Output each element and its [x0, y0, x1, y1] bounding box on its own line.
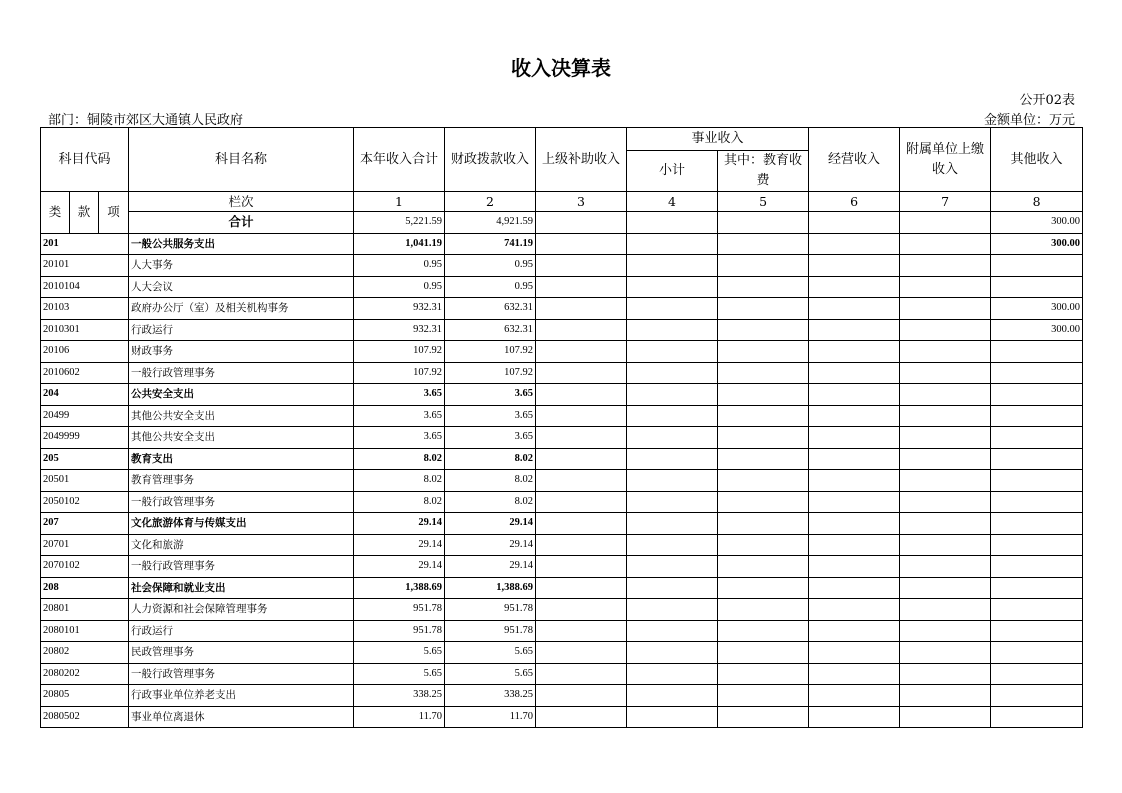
other-income-cell	[991, 276, 1083, 298]
other-income-cell	[991, 491, 1083, 513]
operating-income-cell	[809, 427, 900, 449]
subject-code-cell: 20501	[41, 470, 129, 492]
operating-income-cell	[809, 491, 900, 513]
subject-name-cell: 人力资源和社会保障管理事务	[129, 599, 354, 621]
affiliated-income-cell	[900, 470, 991, 492]
subject-name-cell: 其他公共安全支出	[129, 427, 354, 449]
operating-income-cell	[809, 341, 900, 363]
affiliated-income-cell	[900, 706, 991, 728]
subject-name-cell: 人大事务	[129, 255, 354, 277]
other-income-cell: 300.00	[991, 319, 1083, 341]
business-subtotal-cell	[627, 663, 718, 685]
other-income-cell	[991, 405, 1083, 427]
subject-name-cell: 一般行政管理事务	[129, 663, 354, 685]
subject-code-cell: 2070102	[41, 556, 129, 578]
fiscal-allocation-cell: 951.78	[445, 620, 536, 642]
total-income-cell: 932.31	[354, 298, 445, 320]
subject-name-cell: 一般公共服务支出	[129, 233, 354, 255]
business-subtotal-cell	[627, 685, 718, 707]
subject-name-cell: 教育管理事务	[129, 470, 354, 492]
business-subtotal-cell	[627, 298, 718, 320]
total-affiliated-value	[900, 212, 991, 234]
table-row	[41, 534, 1083, 556]
header-operating-income: 经营收入	[809, 128, 900, 192]
business-subtotal-cell	[627, 384, 718, 406]
operating-income-cell	[809, 384, 900, 406]
affiliated-income-cell	[900, 341, 991, 363]
superior-subsidy-cell	[536, 599, 627, 621]
subject-name-cell: 一般行政管理事务	[129, 491, 354, 513]
edu-fee-cell	[718, 577, 809, 599]
edu-fee-cell	[718, 233, 809, 255]
department-label: 部门：铜陵市郊区大通镇人民政府	[48, 113, 244, 128]
affiliated-income-cell	[900, 298, 991, 320]
total-income-cell: 107.92	[354, 362, 445, 384]
total-income-cell: 3.65	[354, 427, 445, 449]
superior-subsidy-cell	[536, 319, 627, 341]
edu-fee-cell	[718, 556, 809, 578]
subject-code-cell: 20802	[41, 642, 129, 664]
operating-income-cell	[809, 255, 900, 277]
other-income-cell	[991, 556, 1083, 578]
operating-income-cell	[809, 534, 900, 556]
col-number: 5	[718, 192, 809, 212]
edu-fee-cell	[718, 534, 809, 556]
affiliated-income-cell	[900, 663, 991, 685]
subject-code-cell: 2010301	[41, 319, 129, 341]
other-income-cell	[991, 599, 1083, 621]
subject-code-cell: 207	[41, 513, 129, 535]
other-income-cell	[991, 513, 1083, 535]
table-row	[41, 706, 1083, 728]
total-superior-value	[536, 212, 627, 234]
header-column-index: 栏次	[129, 192, 354, 212]
edu-fee-cell	[718, 685, 809, 707]
col-number: 4	[627, 192, 718, 212]
subject-name-cell: 社会保障和就业支出	[129, 577, 354, 599]
operating-income-cell	[809, 577, 900, 599]
edu-fee-cell	[718, 384, 809, 406]
table-row	[41, 384, 1083, 406]
operating-income-cell	[809, 513, 900, 535]
fiscal-allocation-cell: 8.02	[445, 491, 536, 513]
table-row	[41, 341, 1083, 363]
header-section: 款	[70, 192, 99, 234]
edu-fee-cell	[718, 620, 809, 642]
superior-subsidy-cell	[536, 706, 627, 728]
superior-subsidy-cell	[536, 448, 627, 470]
subject-code-cell: 20499	[41, 405, 129, 427]
affiliated-income-cell	[900, 427, 991, 449]
total-row	[41, 212, 1083, 234]
business-subtotal-cell	[627, 620, 718, 642]
total-edu-fee-value	[718, 212, 809, 234]
total-income-cell: 107.92	[354, 341, 445, 363]
affiliated-income-cell	[900, 620, 991, 642]
total-income-cell: 0.95	[354, 255, 445, 277]
business-subtotal-cell	[627, 556, 718, 578]
subject-name-cell: 政府办公厅（室）及相关机构事务	[129, 298, 354, 320]
total-operating-value	[809, 212, 900, 234]
table-row	[41, 599, 1083, 621]
subject-code-cell: 201	[41, 233, 129, 255]
edu-fee-cell	[718, 470, 809, 492]
fiscal-allocation-cell: 5.65	[445, 663, 536, 685]
business-subtotal-cell	[627, 448, 718, 470]
superior-subsidy-cell	[536, 384, 627, 406]
edu-fee-cell	[718, 298, 809, 320]
affiliated-income-cell	[900, 319, 991, 341]
operating-income-cell	[809, 663, 900, 685]
business-subtotal-cell	[627, 233, 718, 255]
total-label: 合计	[129, 212, 354, 234]
total-income-cell: 0.95	[354, 276, 445, 298]
subject-name-cell: 民政管理事务	[129, 642, 354, 664]
report-title: 收入决算表	[511, 56, 611, 80]
affiliated-income-cell	[900, 362, 991, 384]
fiscal-allocation-cell: 338.25	[445, 685, 536, 707]
edu-fee-cell	[718, 405, 809, 427]
other-income-cell	[991, 448, 1083, 470]
header-edu-fee: 其中：教育收费	[718, 151, 809, 192]
table-row	[41, 577, 1083, 599]
business-subtotal-cell	[627, 642, 718, 664]
edu-fee-cell	[718, 599, 809, 621]
header-business-income: 事业收入	[627, 128, 809, 151]
edu-fee-cell	[718, 341, 809, 363]
fiscal-allocation-cell: 8.02	[445, 448, 536, 470]
subject-code-cell: 2080101	[41, 620, 129, 642]
affiliated-income-cell	[900, 556, 991, 578]
table-row	[41, 685, 1083, 707]
total-income-cell: 1,388.69	[354, 577, 445, 599]
superior-subsidy-cell	[536, 405, 627, 427]
table-row	[41, 362, 1083, 384]
fiscal-allocation-cell: 107.92	[445, 362, 536, 384]
subject-code-cell: 20805	[41, 685, 129, 707]
subject-name-cell: 公共安全支出	[129, 384, 354, 406]
superior-subsidy-cell	[536, 491, 627, 513]
operating-income-cell	[809, 405, 900, 427]
total-income-cell: 8.02	[354, 491, 445, 513]
business-subtotal-cell	[627, 427, 718, 449]
total-income-cell: 29.14	[354, 556, 445, 578]
business-subtotal-cell	[627, 255, 718, 277]
other-income-cell: 300.00	[991, 298, 1083, 320]
subject-name-cell: 事业单位离退休	[129, 706, 354, 728]
affiliated-income-cell	[900, 599, 991, 621]
business-subtotal-cell	[627, 706, 718, 728]
total-income-cell: 8.02	[354, 470, 445, 492]
fiscal-allocation-cell: 741.19	[445, 233, 536, 255]
business-subtotal-cell	[627, 470, 718, 492]
other-income-cell	[991, 685, 1083, 707]
affiliated-income-cell	[900, 233, 991, 255]
col-number: 3	[536, 192, 627, 212]
business-subtotal-cell	[627, 405, 718, 427]
total-other-value: 300.00	[991, 212, 1083, 234]
col-number: 2	[445, 192, 536, 212]
total-income-cell: 3.65	[354, 384, 445, 406]
fiscal-allocation-cell: 3.65	[445, 384, 536, 406]
business-subtotal-cell	[627, 362, 718, 384]
edu-fee-cell	[718, 513, 809, 535]
edu-fee-cell	[718, 491, 809, 513]
total-income-cell: 338.25	[354, 685, 445, 707]
fiscal-allocation-cell: 29.14	[445, 513, 536, 535]
other-income-cell	[991, 362, 1083, 384]
operating-income-cell	[809, 276, 900, 298]
other-income-cell	[991, 534, 1083, 556]
table-row	[41, 513, 1083, 535]
total-income-cell: 932.31	[354, 319, 445, 341]
operating-income-cell	[809, 298, 900, 320]
affiliated-income-cell	[900, 255, 991, 277]
total-subtotal-value	[627, 212, 718, 234]
fiscal-allocation-cell: 29.14	[445, 534, 536, 556]
subject-code-cell: 20103	[41, 298, 129, 320]
table-row	[41, 642, 1083, 664]
affiliated-income-cell	[900, 405, 991, 427]
superior-subsidy-cell	[536, 427, 627, 449]
subject-name-cell: 行政运行	[129, 319, 354, 341]
total-income-cell: 11.70	[354, 706, 445, 728]
table-row	[41, 448, 1083, 470]
header-subject-code: 科目代码	[41, 128, 129, 192]
business-subtotal-cell	[627, 513, 718, 535]
subject-name-cell: 教育支出	[129, 448, 354, 470]
col-number: 6	[809, 192, 900, 212]
superior-subsidy-cell	[536, 642, 627, 664]
affiliated-income-cell	[900, 577, 991, 599]
header-subtotal: 小计	[627, 151, 718, 192]
subject-code-cell: 20801	[41, 599, 129, 621]
fiscal-allocation-cell: 632.31	[445, 298, 536, 320]
other-income-cell	[991, 642, 1083, 664]
operating-income-cell	[809, 556, 900, 578]
table-row	[41, 405, 1083, 427]
affiliated-income-cell	[900, 513, 991, 535]
superior-subsidy-cell	[536, 276, 627, 298]
other-income-cell	[991, 663, 1083, 685]
total-income-cell: 5.65	[354, 642, 445, 664]
subject-code-cell: 20106	[41, 341, 129, 363]
total-income-cell: 5.65	[354, 663, 445, 685]
superior-subsidy-cell	[536, 341, 627, 363]
fiscal-allocation-cell: 632.31	[445, 319, 536, 341]
operating-income-cell	[809, 706, 900, 728]
subject-code-cell: 2010602	[41, 362, 129, 384]
operating-income-cell	[809, 599, 900, 621]
total-income-value: 5,221.59	[354, 212, 445, 234]
fiscal-allocation-cell: 3.65	[445, 427, 536, 449]
header-other-income: 其他收入	[991, 128, 1083, 192]
edu-fee-cell	[718, 427, 809, 449]
other-income-cell	[991, 384, 1083, 406]
superior-subsidy-cell	[536, 620, 627, 642]
amount-unit-label: 金额单位：万元	[983, 113, 1075, 128]
table-row	[41, 491, 1083, 513]
other-income-cell	[991, 470, 1083, 492]
header-affiliated-income: 附属单位上缴收入	[900, 128, 991, 192]
edu-fee-cell	[718, 362, 809, 384]
edu-fee-cell	[718, 706, 809, 728]
table-row	[41, 556, 1083, 578]
col-number: 7	[900, 192, 991, 212]
fiscal-allocation-cell: 951.78	[445, 599, 536, 621]
business-subtotal-cell	[627, 577, 718, 599]
subject-code-cell: 20701	[41, 534, 129, 556]
header-superior-subsidy: 上级补助收入	[536, 128, 627, 192]
business-subtotal-cell	[627, 599, 718, 621]
operating-income-cell	[809, 470, 900, 492]
other-income-cell	[991, 255, 1083, 277]
table-row	[41, 470, 1083, 492]
superior-subsidy-cell	[536, 298, 627, 320]
operating-income-cell	[809, 319, 900, 341]
subject-name-cell: 一般行政管理事务	[129, 362, 354, 384]
fiscal-allocation-cell: 1,388.69	[445, 577, 536, 599]
income-statement-table	[40, 127, 1083, 728]
affiliated-income-cell	[900, 642, 991, 664]
total-income-cell: 29.14	[354, 513, 445, 535]
header-subject-name: 科目名称	[129, 128, 354, 192]
table-row	[41, 319, 1083, 341]
subject-code-cell: 208	[41, 577, 129, 599]
fiscal-allocation-cell: 107.92	[445, 341, 536, 363]
subject-code-cell: 2050102	[41, 491, 129, 513]
business-subtotal-cell	[627, 491, 718, 513]
business-subtotal-cell	[627, 534, 718, 556]
header-fiscal-allocation: 财政拨款收入	[445, 128, 536, 192]
operating-income-cell	[809, 233, 900, 255]
total-income-cell: 951.78	[354, 599, 445, 621]
header-item: 项	[99, 192, 129, 234]
subject-name-cell: 财政事务	[129, 341, 354, 363]
subject-name-cell: 文化旅游体育与传媒支出	[129, 513, 354, 535]
total-fiscal-value: 4,921.59	[445, 212, 536, 234]
superior-subsidy-cell	[536, 470, 627, 492]
total-income-cell: 8.02	[354, 448, 445, 470]
superior-subsidy-cell	[536, 663, 627, 685]
total-income-cell: 951.78	[354, 620, 445, 642]
other-income-cell: 300.00	[991, 233, 1083, 255]
edu-fee-cell	[718, 642, 809, 664]
subject-name-cell: 行政事业单位养老支出	[129, 685, 354, 707]
superior-subsidy-cell	[536, 556, 627, 578]
subject-name-cell: 行政运行	[129, 620, 354, 642]
other-income-cell	[991, 341, 1083, 363]
edu-fee-cell	[718, 448, 809, 470]
edu-fee-cell	[718, 319, 809, 341]
edu-fee-cell	[718, 255, 809, 277]
subject-code-cell: 205	[41, 448, 129, 470]
superior-subsidy-cell	[536, 685, 627, 707]
table-row	[41, 298, 1083, 320]
affiliated-income-cell	[900, 448, 991, 470]
table-row	[41, 663, 1083, 685]
col-number: 8	[991, 192, 1083, 212]
operating-income-cell	[809, 620, 900, 642]
other-income-cell	[991, 577, 1083, 599]
header-total-income: 本年收入合计	[354, 128, 445, 192]
edu-fee-cell	[718, 276, 809, 298]
affiliated-income-cell	[900, 276, 991, 298]
superior-subsidy-cell	[536, 255, 627, 277]
superior-subsidy-cell	[536, 362, 627, 384]
superior-subsidy-cell	[536, 534, 627, 556]
operating-income-cell	[809, 448, 900, 470]
other-income-cell	[991, 706, 1083, 728]
subject-code-cell: 20101	[41, 255, 129, 277]
other-income-cell	[991, 427, 1083, 449]
edu-fee-cell	[718, 663, 809, 685]
business-subtotal-cell	[627, 276, 718, 298]
fiscal-allocation-cell: 0.95	[445, 255, 536, 277]
subject-code-cell: 2080502	[41, 706, 129, 728]
form-number: 公开02表	[1019, 93, 1075, 108]
total-income-cell: 3.65	[354, 405, 445, 427]
subject-code-cell: 2010104	[41, 276, 129, 298]
fiscal-allocation-cell: 0.95	[445, 276, 536, 298]
fiscal-allocation-cell: 5.65	[445, 642, 536, 664]
total-income-cell: 1,041.19	[354, 233, 445, 255]
subject-name-cell: 人大会议	[129, 276, 354, 298]
superior-subsidy-cell	[536, 233, 627, 255]
subject-code-cell: 2049999	[41, 427, 129, 449]
table-row	[41, 233, 1083, 255]
operating-income-cell	[809, 685, 900, 707]
superior-subsidy-cell	[536, 577, 627, 599]
other-income-cell	[991, 620, 1083, 642]
operating-income-cell	[809, 362, 900, 384]
affiliated-income-cell	[900, 491, 991, 513]
table-row	[41, 427, 1083, 449]
subject-code-cell: 2080202	[41, 663, 129, 685]
subject-name-cell: 一般行政管理事务	[129, 556, 354, 578]
header-class: 类	[41, 192, 70, 234]
fiscal-allocation-cell: 29.14	[445, 556, 536, 578]
affiliated-income-cell	[900, 534, 991, 556]
table-row	[41, 620, 1083, 642]
fiscal-allocation-cell: 8.02	[445, 470, 536, 492]
affiliated-income-cell	[900, 685, 991, 707]
business-subtotal-cell	[627, 319, 718, 341]
total-income-cell: 29.14	[354, 534, 445, 556]
table-row	[41, 255, 1083, 277]
business-subtotal-cell	[627, 341, 718, 363]
table-row	[41, 276, 1083, 298]
subject-code-cell: 204	[41, 384, 129, 406]
fiscal-allocation-cell: 11.70	[445, 706, 536, 728]
fiscal-allocation-cell: 3.65	[445, 405, 536, 427]
affiliated-income-cell	[900, 384, 991, 406]
subject-name-cell: 文化和旅游	[129, 534, 354, 556]
superior-subsidy-cell	[536, 513, 627, 535]
operating-income-cell	[809, 642, 900, 664]
subject-name-cell: 其他公共安全支出	[129, 405, 354, 427]
col-number: 1	[354, 192, 445, 212]
